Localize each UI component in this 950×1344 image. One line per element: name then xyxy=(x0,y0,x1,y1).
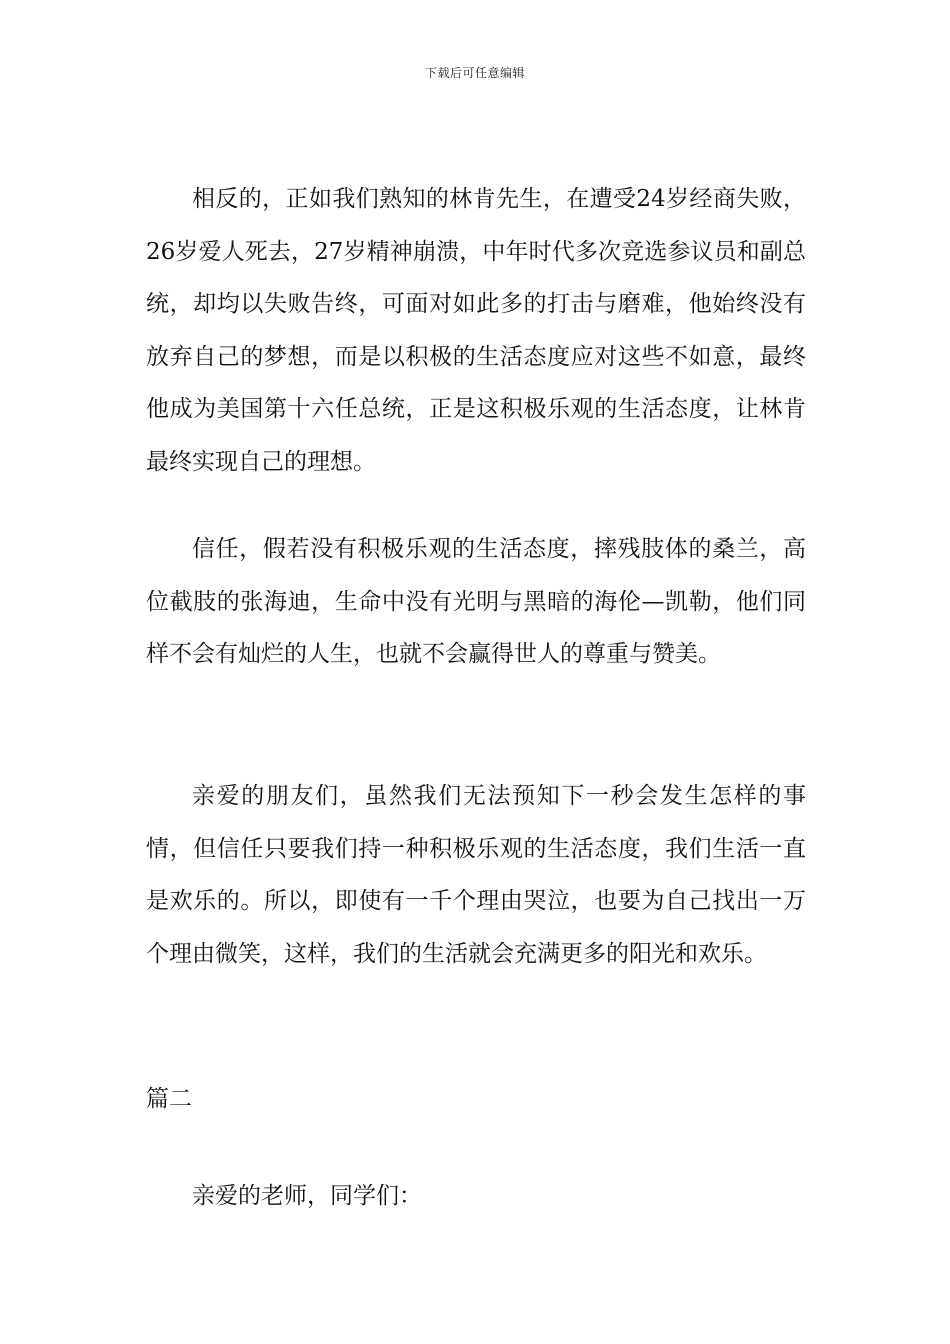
section-heading: 篇二 xyxy=(146,1086,192,1112)
page-header: 下载后可任意编辑 xyxy=(424,66,525,80)
paragraph-conclusion: 亲爱的朋友们，虽然我们无法预知下一秒会发生怎样的事情，但信任只要我们持一种积极乐观的生活态度，我们生活一直是欢乐的。所以，即使有一千个理由哭泣，也要为自己找出一万个理由微笑，这样，我们的生活就会充满更多的阳光和欢乐。 xyxy=(146,783,806,967)
paragraph-lincoln: 相反的，正如我们熟知的林肯先生，在遭受24岁经商失败，26岁爱人死去，27岁精神崩溃，中年时代多次竞选参议员和副总统，却均以失败告终，可面对如此多的打击与磨难，他始终没有放弃自己的梦想，而是以积极的生活态度应对这些不如意，最终他成为美国第十六任总统，正是这积极乐观的生活态度，让林肯最终实现自己的理想。 xyxy=(146,186,806,475)
paragraph-greeting: 亲爱的老师，同学们： xyxy=(192,1183,422,1209)
paragraph-examples: 信任，假若没有积极乐观的生活态度，摔残肢体的桑兰，高位截肢的张海迪，生命中没有光明与黑暗的海伦—凯勒，他们同样不会有灿烂的人生，也就不会赢得世人的尊重与赞美。 xyxy=(146,536,806,667)
